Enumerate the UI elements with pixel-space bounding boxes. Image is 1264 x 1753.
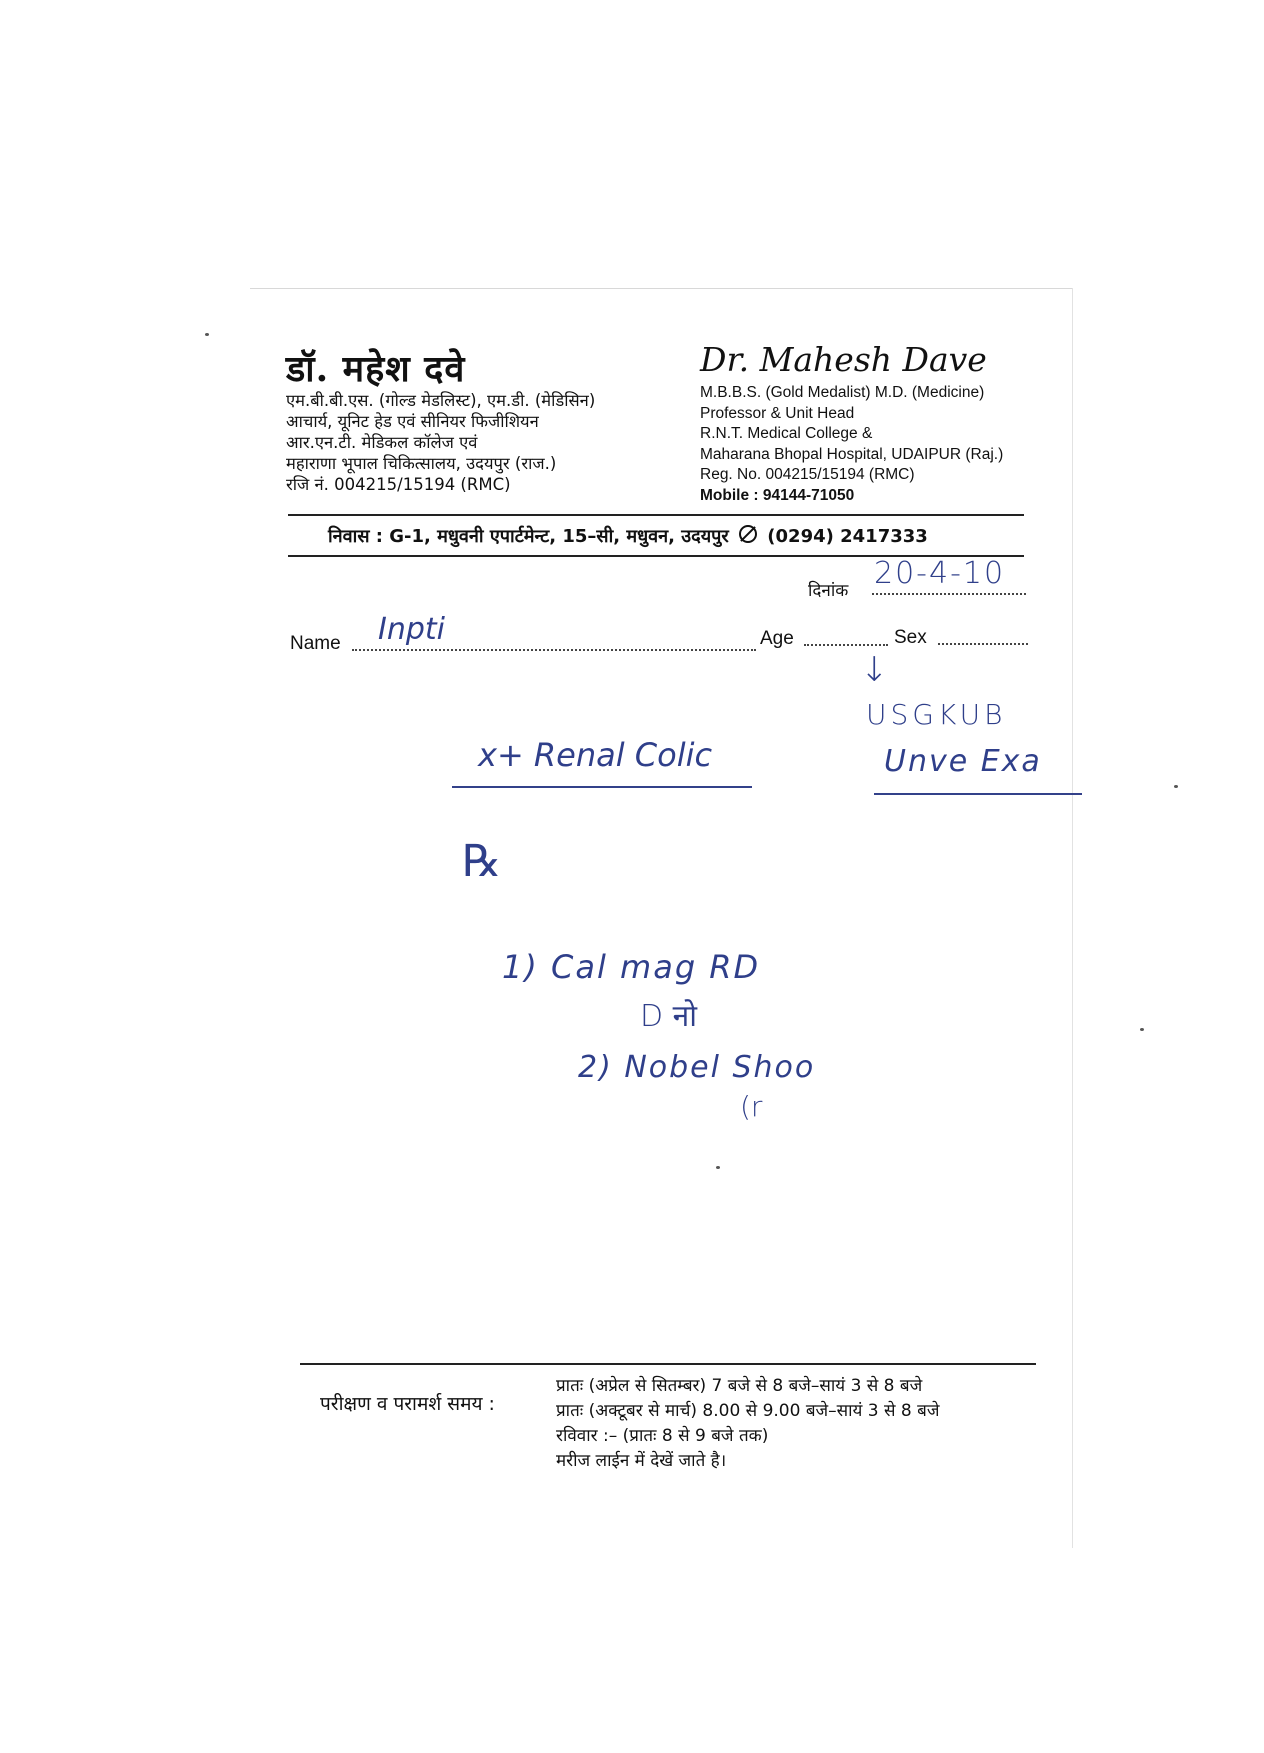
scan-speck xyxy=(716,1166,720,1169)
footer-rule xyxy=(300,1363,1036,1365)
mobile-line xyxy=(700,486,1003,507)
doctor-name-english: Dr. Mahesh Dave xyxy=(700,340,987,379)
handwritten-arrow: ↓ xyxy=(860,650,889,690)
page-edge-top xyxy=(250,288,1072,289)
consultation-time-label: परीक्षण व परामर्श समय : xyxy=(320,1393,495,1415)
consultation-time-line: रविवार :– (प्रातः 8 से 9 बजे तक) xyxy=(556,1426,769,1446)
consultation-time-line: प्रातः (अप्रेल से सितम्बर) 7 बजे से 8 बजे–सायं 3 से 8 बजे xyxy=(556,1376,923,1396)
name-label: Name xyxy=(290,633,341,654)
phone-icon xyxy=(739,525,757,543)
qualification-line: रजि नं. 004215/15194 (RMC) xyxy=(286,475,511,494)
date-label: दिनांक xyxy=(808,581,849,601)
qualifications-hindi xyxy=(286,390,595,495)
qualification-line: महाराणा भूपाल चिकित्सालय, उदयपुर (राज.) xyxy=(286,454,557,473)
medication-line-1: 1) Cal mag RD xyxy=(502,948,761,986)
age-label: Age xyxy=(760,628,794,649)
qualification-line: Professor & Unit Head xyxy=(700,404,855,422)
handwritten-note-usg: USGKUB xyxy=(866,698,1007,731)
age-field-line[interactable] xyxy=(804,643,888,646)
handwritten-diagnosis: x+ Renal Colic xyxy=(478,736,713,774)
residence-address xyxy=(328,524,928,548)
address-text: निवास : G-1, मधुवनी एपार्टमेन्ट, 15–सी, मधुवन, उदयपुर xyxy=(328,526,729,547)
qualification-line: आचार्य, यूनिट हेड एवं सीनियर फिजीशियन xyxy=(286,412,539,431)
sex-label: Sex xyxy=(894,627,927,648)
consultation-time-line: प्रातः (अक्टूबर से मार्च) 8.00 से 9.00 बजे–सायं 3 से 8 बजे xyxy=(556,1401,940,1421)
medication-dose-1: D नो xyxy=(640,999,698,1034)
header-rule-top xyxy=(288,514,1024,516)
handwritten-underline-left xyxy=(452,786,752,788)
scan-speck xyxy=(1174,785,1178,788)
medication-dose-2: (r xyxy=(740,1090,763,1123)
handwritten-date: 20-4-10 xyxy=(874,556,1006,591)
consultation-time-line: मरीज लाईन में देखें जाते है। xyxy=(556,1451,727,1471)
qualification-line: Maharana Bhopal Hospital, UDAIPUR (Raj.) xyxy=(700,445,1004,463)
qualification-line: R.N.T. Medical College & xyxy=(700,425,873,442)
scan-speck xyxy=(205,333,209,336)
sex-field-line[interactable] xyxy=(938,642,1028,645)
mobile-number: 94144-71050 xyxy=(762,486,855,504)
qualification-line: M.B.B.S. (Gold Medalist) M.D. (Medicine) xyxy=(700,384,985,401)
name-field-line[interactable] xyxy=(352,648,756,651)
scan-speck xyxy=(1140,1028,1144,1031)
handwritten-patient-name: Inpti xyxy=(378,612,446,647)
doctor-name-hindi: डॉ. महेश दवे xyxy=(286,348,466,390)
qualification-line: Reg. No. 004215/15194 (RMC) xyxy=(700,466,915,483)
qualification-line: आर.एन.टी. मेडिकल कॉलेज एवं xyxy=(286,433,478,452)
handwritten-note-urine: Unve Exa xyxy=(884,744,1042,779)
mobile-label: Mobile : xyxy=(700,486,759,504)
handwritten-underline-right xyxy=(874,793,1082,795)
qualifications-english xyxy=(700,383,1003,506)
consultation-times xyxy=(556,1374,939,1474)
date-field-line[interactable] xyxy=(872,592,1026,595)
qualification-line: एम.बी.बी.एस. (गोल्ड मेडलिस्ट), एम.डी. (मेडिसिन) xyxy=(286,391,596,410)
rx-symbol: ℞ xyxy=(462,836,502,887)
phone-number: (0294) 2417333 xyxy=(767,526,928,547)
page-edge-right xyxy=(1072,288,1073,1548)
medication-line-2: 2) Nobel Shoo xyxy=(578,1050,816,1085)
